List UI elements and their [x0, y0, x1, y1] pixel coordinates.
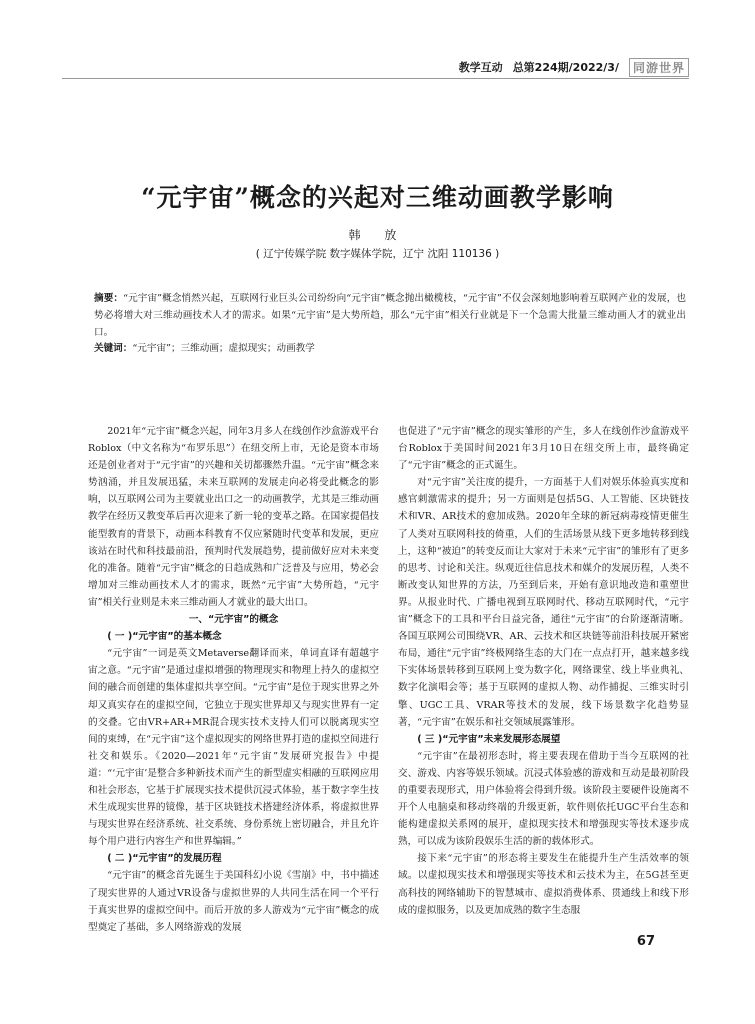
header-issue: 总第224期/2022/3/ [512, 61, 619, 74]
paragraph: 对“元宇宙”关注度的提升，一方面基于人们对娱乐体验真实度和感官刺激需求的提升；另一方面则是包括5G、人工智能、区块链技术和VR、AR技术的愈加成熟。2020年全球的新冠病毒疫情更催生了人类对互联网科技的倚重，人们的生活场景从线下更多地转移到线上，这种“被迫”的转变反而让大家对于未来“元宇宙”的雏形有了更多的思考、讨论和关注。纵观近往信息技术和媒介的发展历程，人类不断改变认知世界的方法，乃至到后来，开始有意识地改造和重塑世界。从报业时代、广播电视到互联网时代、移动互联网时代，“元宇宙”概念下的工具和平台日益完备，通往“元宇宙”的台阶逐渐清晰。各国互联网公司围绕VR、AR、云技术和区块链等前沿科技展开紧密布局，通往“元宇宙”终极网络生态的大门在一点点打开，越来越多线下实体场景转移到互联网上变为数字化，网络课堂、线上毕业典礼、数字化演唱会等；基于互联网的虚拟人物、动作捕捉、三维实时引擎、UGC工具、VRAR等技术的发展，线下场景数字化趋势显著，“元宇宙”在娱乐和社交领域展露雏形。 [398, 477, 689, 728]
paragraph: 2021年“元宇宙”概念兴起，同年3月多人在线创作沙盒游戏平台Roblox（中文名称为“布罗乐思”）在纽交所上市，无论是资本市场还是创业者对于“元宇宙”的兴趣和关切都骤然升温。“元宇宙”概念来势汹涌，并且发展迅猛，未来互联网的发展走向必将受此概念的影响，以互联网公司为主要就业出口之一的动画教学，尤其是三维动画教学在经历又教变革后再次迎来了新一轮的变革之路。在国家提倡技能型教育的背景下，动画本科教育不仅应紧随时代变革和发展，更应该站在时代和科技最前沿，预判时代发展趋势，提前做好应对未来变化的准备。随着“元宇宙”概念的日趋成熟和广泛普及与应用，势必会增加对三维动画技术人才的需求，既然“元宇宙”大势所趋，“元宇宙”相关行业则是未来三维动画人才就业的最大出口。 [88, 426, 379, 608]
body-column-right [398, 423, 689, 919]
section-heading: 一、“元宇宙”的概念 [188, 614, 279, 626]
article-title: “元宇宙”概念的兴起对三维动画教学影响 [141, 183, 614, 212]
author-name: 韩 放 [348, 228, 407, 242]
body-column-left [88, 423, 379, 936]
header-section: 教学互动 [458, 61, 503, 74]
running-header [459, 57, 689, 77]
subsection-heading: ( 一 )“元宇宙”的基本概念 [107, 631, 222, 643]
journal-logo: 同游世界 [629, 58, 689, 77]
keywords-text: “元宇宙”；三维动画；虚拟现实；动画教学 [132, 343, 315, 354]
header-divider [62, 78, 689, 79]
keywords [94, 340, 686, 357]
paragraph: “元宇宙”的概念首先诞生于美国科幻小说《雪崩》中，书中描述了现实世界的人通过VR设备与虚拟世界的人共同生活在同一个平行于真实世界的虚拟空间中。而后开放的多人游戏为“元宇宙”概念的成型奠定了基础，多人网络游戏的发展 [88, 870, 379, 933]
abstract-text: “元宇宙”概念悄然兴起，互联网行业巨头公司纷纷向“元宇宙”概念抛出橄榄枝，“元宇宙”不仅会深刻地影响着互联网产业的发展，也势必将增大对三维动画技术人才的需求。如果“元宇宙”是大势所趋，那么“元宇宙”相关行业就是下一个急需大批量三维动画人才的就业出口。 [94, 293, 686, 338]
author-affiliation: ( 辽宁传媒学院 数字媒体学院，辽宁 沈阳 110136 ) [255, 248, 500, 260]
abstract-label: 摘要： [94, 293, 124, 304]
paragraph: 接下来“元宇宙”的形态将主要发生在能提升生产生活效率的领域。以虚拟现实技术和增强现实等技术和云技术为主，在5G甚至更高科技的网络辅助下的智慧城市、虚拟消费体系、贯通线上和线下形成的虚拟服务，以及更加成熟的数字生态服 [398, 853, 689, 916]
abstract [94, 290, 686, 341]
paragraph: “元宇宙”在最初形态时，将主要表现在借助于当今互联网的社交、游戏、内容等娱乐领域。沉浸式体验感的游戏和互动是最初阶段的重要表现形式，用户体验将会得到升级。该阶段主要硬件设施离不开个人电脑桌和移动终端的升级更新，软件则依托UGC平台生态和能构建虚拟关系网的展开，虚拟现实技术和增强现实等技术逐步成熟，可以成为该阶段娱乐生活的新的载体形式。 [398, 750, 689, 848]
keywords-label: 关键词： [94, 343, 133, 354]
subsection-heading: ( 三 )“元宇宙”未来发展形态展望 [417, 733, 561, 745]
page-number: 67 [636, 934, 655, 949]
paragraph: 也促进了“元宇宙”概念的现实雏形的产生，多人在线创作沙盒游戏平台Roblox于美国时间2021年3月10日在纽交所上市，最终确定了“元宇宙”概念的正式诞生。 [398, 426, 689, 472]
paragraph: “元宇宙”一词是英文Metaverse翻译而来，单词直译有超越宇宙之意。“元宇宙”是通过虚拟增强的物理现实和物理上持久的虚拟空间的融合而创建的集体虚拟共享空间。“元宇宙”是位于现实世界之外却又真实存在的虚拟空间，它独立于现实世界却又与现实世界有一定的交叠。它由VR+AR+MR混合现实技术支持人们可以脱离现实空间的束缚，在“元宇宙”这个虚拟现实的网络世界打造的虚拟空间进行社交和娱乐。《2020—2021年“元宇宙”发展研究报告》中提道：“‘元宇宙’是整合多种新技术而产生的新型虚实相融的互联网应用和社会形态，它基于扩展现实技术提供沉浸式体验，基于数字孪生技术生成现实世界的镜像，基于区块链技术搭建经济体系，将虚拟世界与现实世界在经济系统、社交系统、身份系统上密切融合，并且允许每个用户进行内容生产和世界编辑。” [88, 648, 379, 848]
subsection-heading: ( 二 )“元宇宙”的发展历程 [107, 853, 222, 865]
